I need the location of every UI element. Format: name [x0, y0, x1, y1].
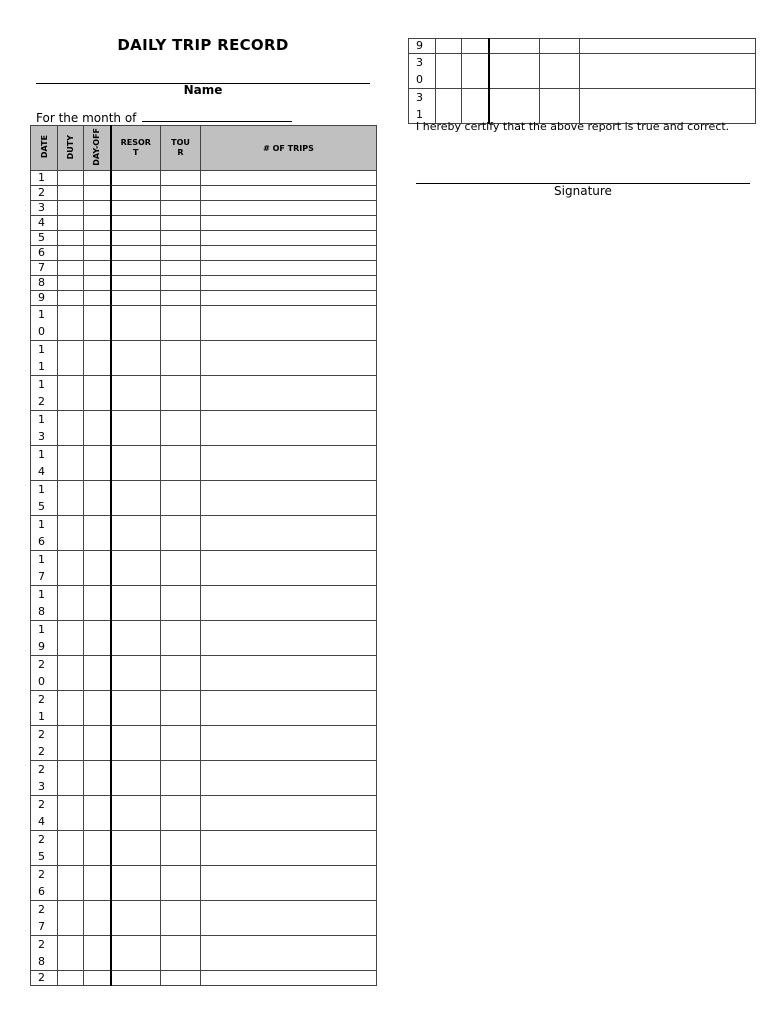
trips-cell[interactable]	[201, 291, 377, 306]
duty-cell[interactable]	[436, 39, 462, 54]
duty-cell[interactable]	[58, 216, 84, 231]
trips-cell[interactable]	[201, 261, 377, 276]
tour-cell[interactable]	[161, 186, 201, 201]
duty-cell[interactable]	[58, 276, 84, 291]
tour-cell[interactable]	[161, 761, 201, 796]
day-off-cell[interactable]	[84, 246, 111, 261]
table-row	[31, 341, 377, 376]
tour-cell[interactable]	[161, 481, 201, 516]
date-cell: 1 6	[31, 516, 58, 551]
trips-cell[interactable]	[201, 936, 377, 971]
duty-cell[interactable]	[58, 306, 84, 341]
trips-cell[interactable]	[201, 446, 377, 481]
duty-cell[interactable]	[58, 586, 84, 621]
tour-cell[interactable]	[540, 54, 580, 89]
trips-cell[interactable]	[201, 231, 377, 246]
table-row	[31, 171, 377, 186]
table-row	[31, 231, 377, 246]
date-cell: 1 8	[31, 586, 58, 621]
duty-cell[interactable]	[58, 621, 84, 656]
day-off-cell[interactable]	[84, 726, 111, 761]
duty-cell[interactable]	[58, 186, 84, 201]
resort-cell[interactable]	[111, 276, 161, 291]
day-off-cell[interactable]	[84, 866, 111, 901]
table-row	[31, 481, 377, 516]
date-cell: 8	[31, 276, 58, 291]
trips-cell[interactable]	[201, 796, 377, 831]
resort-cell[interactable]	[111, 901, 161, 936]
duty-cell[interactable]	[58, 971, 84, 986]
day-off-cell[interactable]	[462, 54, 489, 89]
date-cell: 1 2	[31, 376, 58, 411]
trips-cell[interactable]	[201, 691, 377, 726]
header-trips: # OF TRIPS	[201, 126, 377, 171]
resort-cell[interactable]	[111, 656, 161, 691]
resort-cell[interactable]	[111, 481, 161, 516]
tour-cell[interactable]	[161, 376, 201, 411]
tour-cell[interactable]	[161, 231, 201, 246]
tour-cell[interactable]	[161, 411, 201, 446]
trips-cell[interactable]	[201, 341, 377, 376]
resort-cell[interactable]	[111, 866, 161, 901]
trips-cell[interactable]	[201, 726, 377, 761]
resort-cell[interactable]	[111, 761, 161, 796]
duty-cell[interactable]	[58, 246, 84, 261]
table-row	[409, 54, 756, 89]
header-date: DATE	[31, 126, 58, 171]
day-off-cell[interactable]	[84, 971, 111, 986]
date-cell: 2 2	[31, 726, 58, 761]
day-off-cell[interactable]	[84, 306, 111, 341]
date-cell: 1	[31, 171, 58, 186]
trips-cell[interactable]	[201, 171, 377, 186]
day-off-cell[interactable]	[84, 656, 111, 691]
resort-cell[interactable]	[111, 621, 161, 656]
trips-cell[interactable]	[201, 246, 377, 261]
duty-cell[interactable]	[58, 261, 84, 276]
table-row	[31, 901, 377, 936]
resort-cell[interactable]	[111, 291, 161, 306]
tour-cell[interactable]	[161, 586, 201, 621]
day-off-cell[interactable]	[84, 831, 111, 866]
day-off-cell[interactable]	[462, 39, 489, 54]
resort-cell[interactable]	[111, 411, 161, 446]
name-label: Name	[183, 83, 223, 97]
table-row	[31, 551, 377, 586]
date-cell: 2 3	[31, 761, 58, 796]
tour-cell[interactable]	[161, 971, 201, 986]
trips-cell[interactable]	[201, 201, 377, 216]
date-cell: 2 0	[31, 656, 58, 691]
duty-cell[interactable]	[58, 656, 84, 691]
date-cell: 2 5	[31, 831, 58, 866]
header-day-off: DAY-OFF	[84, 126, 111, 171]
resort-cell[interactable]	[111, 246, 161, 261]
table-row	[31, 186, 377, 201]
day-off-cell[interactable]	[462, 89, 489, 124]
tour-cell[interactable]	[161, 621, 201, 656]
trips-cell[interactable]	[201, 551, 377, 586]
trips-cell[interactable]	[201, 761, 377, 796]
duty-cell[interactable]	[58, 691, 84, 726]
resort-cell[interactable]	[111, 186, 161, 201]
day-off-cell[interactable]	[84, 901, 111, 936]
date-cell: 3	[31, 201, 58, 216]
date-cell: 2	[31, 186, 58, 201]
date-cell: 1 5	[31, 481, 58, 516]
header-tour: TOUR	[161, 126, 201, 171]
certification-text: I hereby certify that the above report is true and correct.	[416, 120, 730, 133]
trips-cell[interactable]	[201, 306, 377, 341]
table-row	[31, 376, 377, 411]
duty-cell[interactable]	[58, 341, 84, 376]
resort-cell[interactable]	[111, 231, 161, 246]
duty-cell[interactable]	[58, 516, 84, 551]
day-off-cell[interactable]	[84, 291, 111, 306]
date-cell: 7	[31, 261, 58, 276]
resort-cell[interactable]	[111, 261, 161, 276]
trips-cell[interactable]	[201, 866, 377, 901]
trips-cell[interactable]	[201, 216, 377, 231]
table-row	[31, 446, 377, 481]
day-off-cell[interactable]	[84, 761, 111, 796]
date-cell: 2	[31, 971, 58, 986]
day-off-cell[interactable]	[84, 216, 111, 231]
resort-cell[interactable]	[111, 446, 161, 481]
date-cell: 4	[31, 216, 58, 231]
trips-cell[interactable]	[580, 54, 756, 89]
trips-cell[interactable]	[201, 901, 377, 936]
day-off-cell[interactable]	[84, 586, 111, 621]
day-off-cell[interactable]	[84, 411, 111, 446]
form-title: DAILY TRIP RECORD	[117, 36, 289, 54]
trips-cell[interactable]	[201, 516, 377, 551]
table-row	[31, 276, 377, 291]
table-row	[31, 936, 377, 971]
duty-cell[interactable]	[58, 481, 84, 516]
tour-cell[interactable]	[161, 796, 201, 831]
trips-cell[interactable]	[201, 276, 377, 291]
trips-cell[interactable]	[201, 831, 377, 866]
date-cell: 2 8	[31, 936, 58, 971]
resort-cell[interactable]	[111, 586, 161, 621]
resort-cell[interactable]	[111, 376, 161, 411]
table-row	[31, 586, 377, 621]
table-row	[31, 831, 377, 866]
duty-cell[interactable]	[58, 761, 84, 796]
table-row	[409, 89, 756, 124]
table-row	[31, 761, 377, 796]
tour-cell[interactable]	[161, 306, 201, 341]
duty-cell[interactable]	[58, 726, 84, 761]
month-row	[36, 110, 292, 125]
tour-cell[interactable]	[161, 516, 201, 551]
date-cell: 2 1	[31, 691, 58, 726]
day-off-cell[interactable]	[84, 446, 111, 481]
trip-table-right	[408, 38, 756, 124]
resort-cell[interactable]	[111, 201, 161, 216]
resort-cell[interactable]	[111, 971, 161, 986]
date-cell: 5	[31, 231, 58, 246]
trips-cell[interactable]	[580, 39, 756, 54]
tour-cell[interactable]	[161, 201, 201, 216]
tour-cell[interactable]	[161, 866, 201, 901]
table-row	[31, 516, 377, 551]
table-row	[31, 691, 377, 726]
table-row	[31, 726, 377, 761]
resort-cell[interactable]	[489, 54, 540, 89]
table-row	[31, 261, 377, 276]
trips-cell[interactable]	[201, 376, 377, 411]
duty-cell[interactable]	[58, 201, 84, 216]
day-off-cell[interactable]	[84, 261, 111, 276]
resort-cell[interactable]	[111, 306, 161, 341]
tour-cell[interactable]	[540, 39, 580, 54]
table-row	[31, 971, 377, 986]
day-off-cell[interactable]	[84, 341, 111, 376]
resort-cell[interactable]	[111, 831, 161, 866]
resort-cell[interactable]	[111, 516, 161, 551]
duty-cell[interactable]	[436, 54, 462, 89]
tour-cell[interactable]	[161, 246, 201, 261]
day-off-cell[interactable]	[84, 481, 111, 516]
tour-cell[interactable]	[161, 276, 201, 291]
month-blank-line	[142, 110, 292, 122]
duty-cell[interactable]	[58, 831, 84, 866]
tour-cell[interactable]	[161, 216, 201, 231]
day-off-cell[interactable]	[84, 171, 111, 186]
date-cell: 1 3	[31, 411, 58, 446]
trips-cell[interactable]	[201, 971, 377, 986]
table-row	[409, 39, 756, 54]
tour-cell[interactable]	[161, 291, 201, 306]
tour-cell[interactable]	[161, 261, 201, 276]
duty-cell[interactable]	[436, 89, 462, 124]
tour-cell[interactable]	[161, 831, 201, 866]
date-cell: 2 6	[31, 866, 58, 901]
resort-cell[interactable]	[111, 216, 161, 231]
resort-cell[interactable]	[111, 171, 161, 186]
date-cell: 9	[409, 39, 436, 54]
resort-cell[interactable]	[111, 691, 161, 726]
resort-cell[interactable]	[489, 39, 540, 54]
duty-cell[interactable]	[58, 446, 84, 481]
trips-cell[interactable]	[201, 411, 377, 446]
resort-cell[interactable]	[111, 341, 161, 376]
tour-cell[interactable]	[161, 446, 201, 481]
date-cell: 1 7	[31, 551, 58, 586]
date-cell: 3 1	[409, 89, 436, 124]
day-off-cell[interactable]	[84, 691, 111, 726]
tour-cell[interactable]	[161, 901, 201, 936]
header-row	[31, 126, 377, 171]
resort-cell[interactable]	[489, 89, 540, 124]
duty-cell[interactable]	[58, 291, 84, 306]
duty-cell[interactable]	[58, 551, 84, 586]
date-cell: 2 7	[31, 901, 58, 936]
table-row	[31, 796, 377, 831]
tour-cell[interactable]	[161, 656, 201, 691]
trips-cell[interactable]	[201, 186, 377, 201]
date-cell: 1 0	[31, 306, 58, 341]
trip-table-left	[30, 125, 377, 986]
day-off-cell[interactable]	[84, 231, 111, 246]
day-off-cell[interactable]	[84, 201, 111, 216]
table-row	[31, 866, 377, 901]
resort-cell[interactable]	[111, 551, 161, 586]
resort-cell[interactable]	[111, 726, 161, 761]
duty-cell[interactable]	[58, 901, 84, 936]
date-cell: 2 4	[31, 796, 58, 831]
resort-cell[interactable]	[111, 936, 161, 971]
day-off-cell[interactable]	[84, 796, 111, 831]
trips-cell[interactable]	[201, 621, 377, 656]
trips-cell[interactable]	[201, 586, 377, 621]
tour-cell[interactable]	[161, 726, 201, 761]
date-cell: 9	[31, 291, 58, 306]
table-row	[31, 656, 377, 691]
day-off-cell[interactable]	[84, 516, 111, 551]
header-duty: DUTY	[58, 126, 84, 171]
day-off-cell[interactable]	[84, 551, 111, 586]
header-resort: RESORT	[111, 126, 161, 171]
date-cell: 1 9	[31, 621, 58, 656]
tour-cell[interactable]	[161, 171, 201, 186]
table-row	[31, 306, 377, 341]
trips-cell[interactable]	[580, 89, 756, 124]
tour-cell[interactable]	[161, 341, 201, 376]
duty-cell[interactable]	[58, 411, 84, 446]
date-cell: 3 0	[409, 54, 436, 89]
duty-cell[interactable]	[58, 231, 84, 246]
trips-cell[interactable]	[201, 656, 377, 691]
day-off-cell[interactable]	[84, 186, 111, 201]
duty-cell[interactable]	[58, 171, 84, 186]
trips-cell[interactable]	[201, 481, 377, 516]
duty-cell[interactable]	[58, 796, 84, 831]
signature-label: Signature	[554, 184, 612, 198]
month-label: For the month of	[36, 111, 137, 125]
resort-cell[interactable]	[111, 796, 161, 831]
day-off-cell[interactable]	[84, 276, 111, 291]
tour-cell[interactable]	[161, 551, 201, 586]
day-off-cell[interactable]	[84, 376, 111, 411]
date-cell: 6	[31, 246, 58, 261]
table-row	[31, 216, 377, 231]
date-cell: 1 4	[31, 446, 58, 481]
table-row	[31, 291, 377, 306]
duty-cell[interactable]	[58, 376, 84, 411]
tour-cell[interactable]	[161, 936, 201, 971]
table-row	[31, 246, 377, 261]
table-row	[31, 411, 377, 446]
date-cell: 1 1	[31, 341, 58, 376]
table-row	[31, 201, 377, 216]
tour-cell[interactable]	[540, 89, 580, 124]
day-off-cell[interactable]	[84, 936, 111, 971]
duty-cell[interactable]	[58, 866, 84, 901]
tour-cell[interactable]	[161, 691, 201, 726]
duty-cell[interactable]	[58, 936, 84, 971]
day-off-cell[interactable]	[84, 621, 111, 656]
table-row	[31, 621, 377, 656]
